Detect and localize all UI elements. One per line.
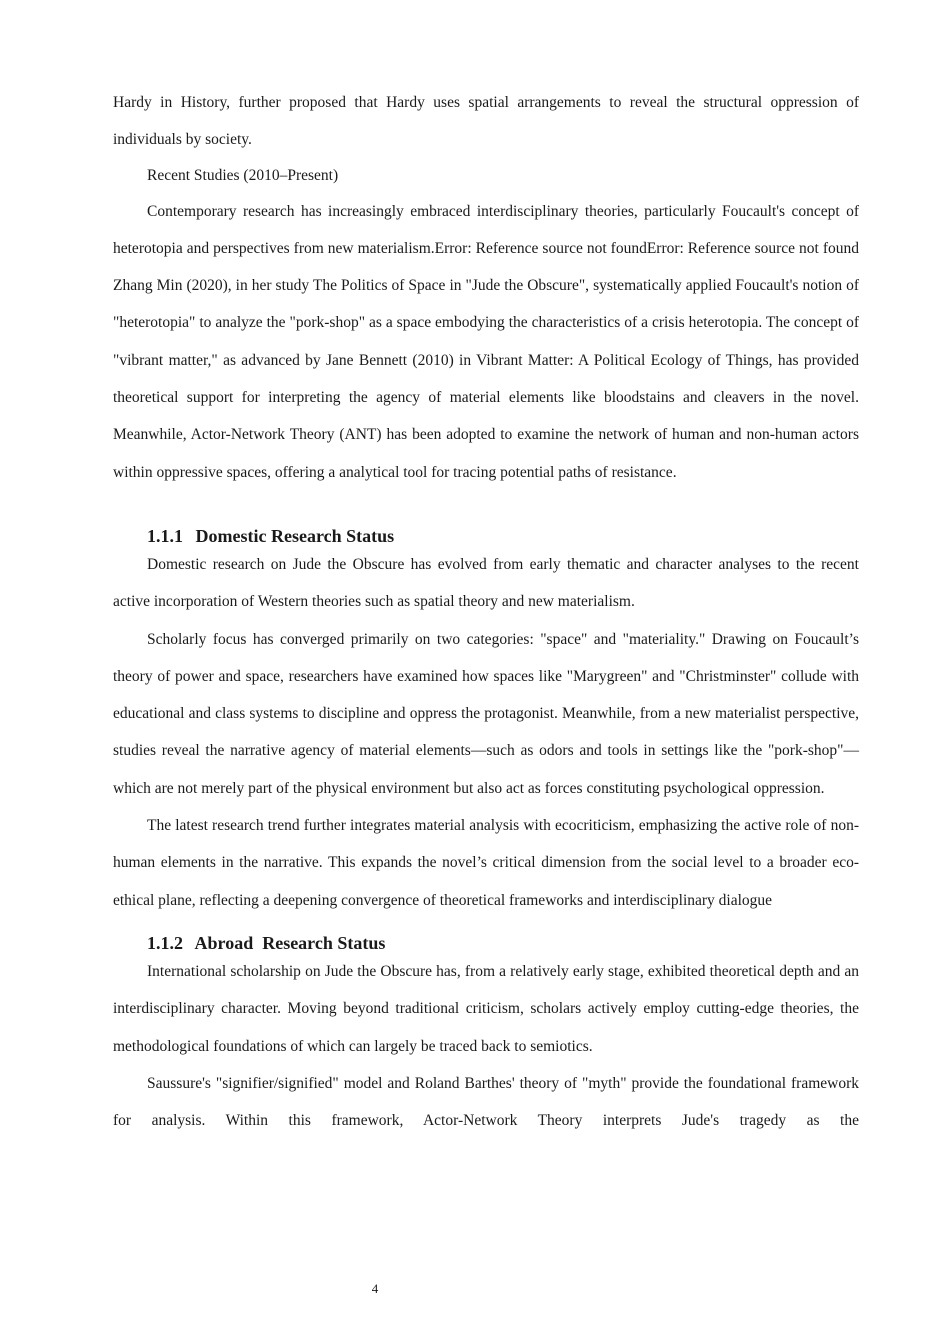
section-spacer (113, 491, 859, 524)
paragraph-domestic-2: Scholarly focus has converged primarily on two categories: "space" and "materiality." Drawing on Foucault’s theory of power and space, researchers have examined how spaces like "Marygreen" and "Christminster" collude with educational and class systems to discipline and oppress the protagonist. Meanwhile, from a new materialist perspective, studies reveal the narrative agency of material elements—such as odors and tools in settings like the "pork-shop"—which are not merely part of the physical environment but also act as forces constituting psychological oppression. (113, 630, 859, 797)
page-number: 4 (371, 1281, 379, 1296)
heading-number: 1.1.2 (147, 932, 183, 953)
document-page (113, 84, 859, 1139)
paragraph-domestic-1: Domestic research on Jude the Obscure has evolved from early thematic and character analyses to the recent active incorporation of Western theories such as spatial theory and new materialism. (113, 555, 859, 611)
section-spacer (113, 919, 859, 931)
heading-title: Domestic Research Status (195, 525, 395, 546)
heading-title: Abroad Research Status (194, 932, 386, 953)
subheading-recent-studies: Recent Studies (2010–Present) (147, 166, 339, 184)
paragraph-domestic-3: The latest research trend further integrates material analysis with ecocriticism, emphasizing the active role of non-human elements in the narrative. This expands the novel’s critical dimension from the social level to a broader eco-ethical plane, reflecting a deepening convergence of theoretical frameworks and interdisciplinary dialogue (113, 817, 859, 909)
paragraph-hardy-history: Hardy in History, further proposed that Hardy uses spatial arrangements to reveal the structural oppression of individuals by society. (113, 94, 859, 149)
paragraph-contemporary-research: Contemporary research has increasingly embraced interdisciplinary theories, particularly Foucault's concept of heterotopia and perspectives from new materialism.Error: Reference source not foundError: Reference source not found Zhang Min (2020), in her study The Politics of Space in "Jude the Obscure", systematically applied Foucault's notion of "heterotopia" to analyze the "pork-shop" as a space embodying the characteristics of a crisis heterotopia. The concept of "vibrant matter," as advanced by Jane Bennett (2010) in Vibrant Matter: A Political Ecology of Things, has provided theoretical support for interpreting the agency of material elements like bloodstains and cleavers in the novel. Meanwhile, Actor-Network Theory (ANT) has been adopted to examine the network of human and non-human actors within oppressive spaces, offering a analytical tool for tracing potential paths of resistance. (113, 202, 859, 481)
heading-domestic-research (113, 524, 859, 548)
paragraph-abroad-2: Saussure's "signifier/signified" model and Roland Barthes' theory of "myth" provide the foundational framework for analysis. Within this framework, Actor-Network Theory interprets Jude's tragedy as the (113, 1074, 859, 1130)
heading-number: 1.1.1 (147, 525, 183, 546)
heading-abroad-research (113, 931, 859, 955)
paragraph-abroad-1: International scholarship on Jude the Obscure has, from a relatively early stage, exhibited theoretical depth and an interdisciplinary character. Moving beyond traditional criticism, scholars actively employ cutting-edge theories, the methodological foundations of which can largely be traced back to semiotics. (113, 962, 859, 1055)
